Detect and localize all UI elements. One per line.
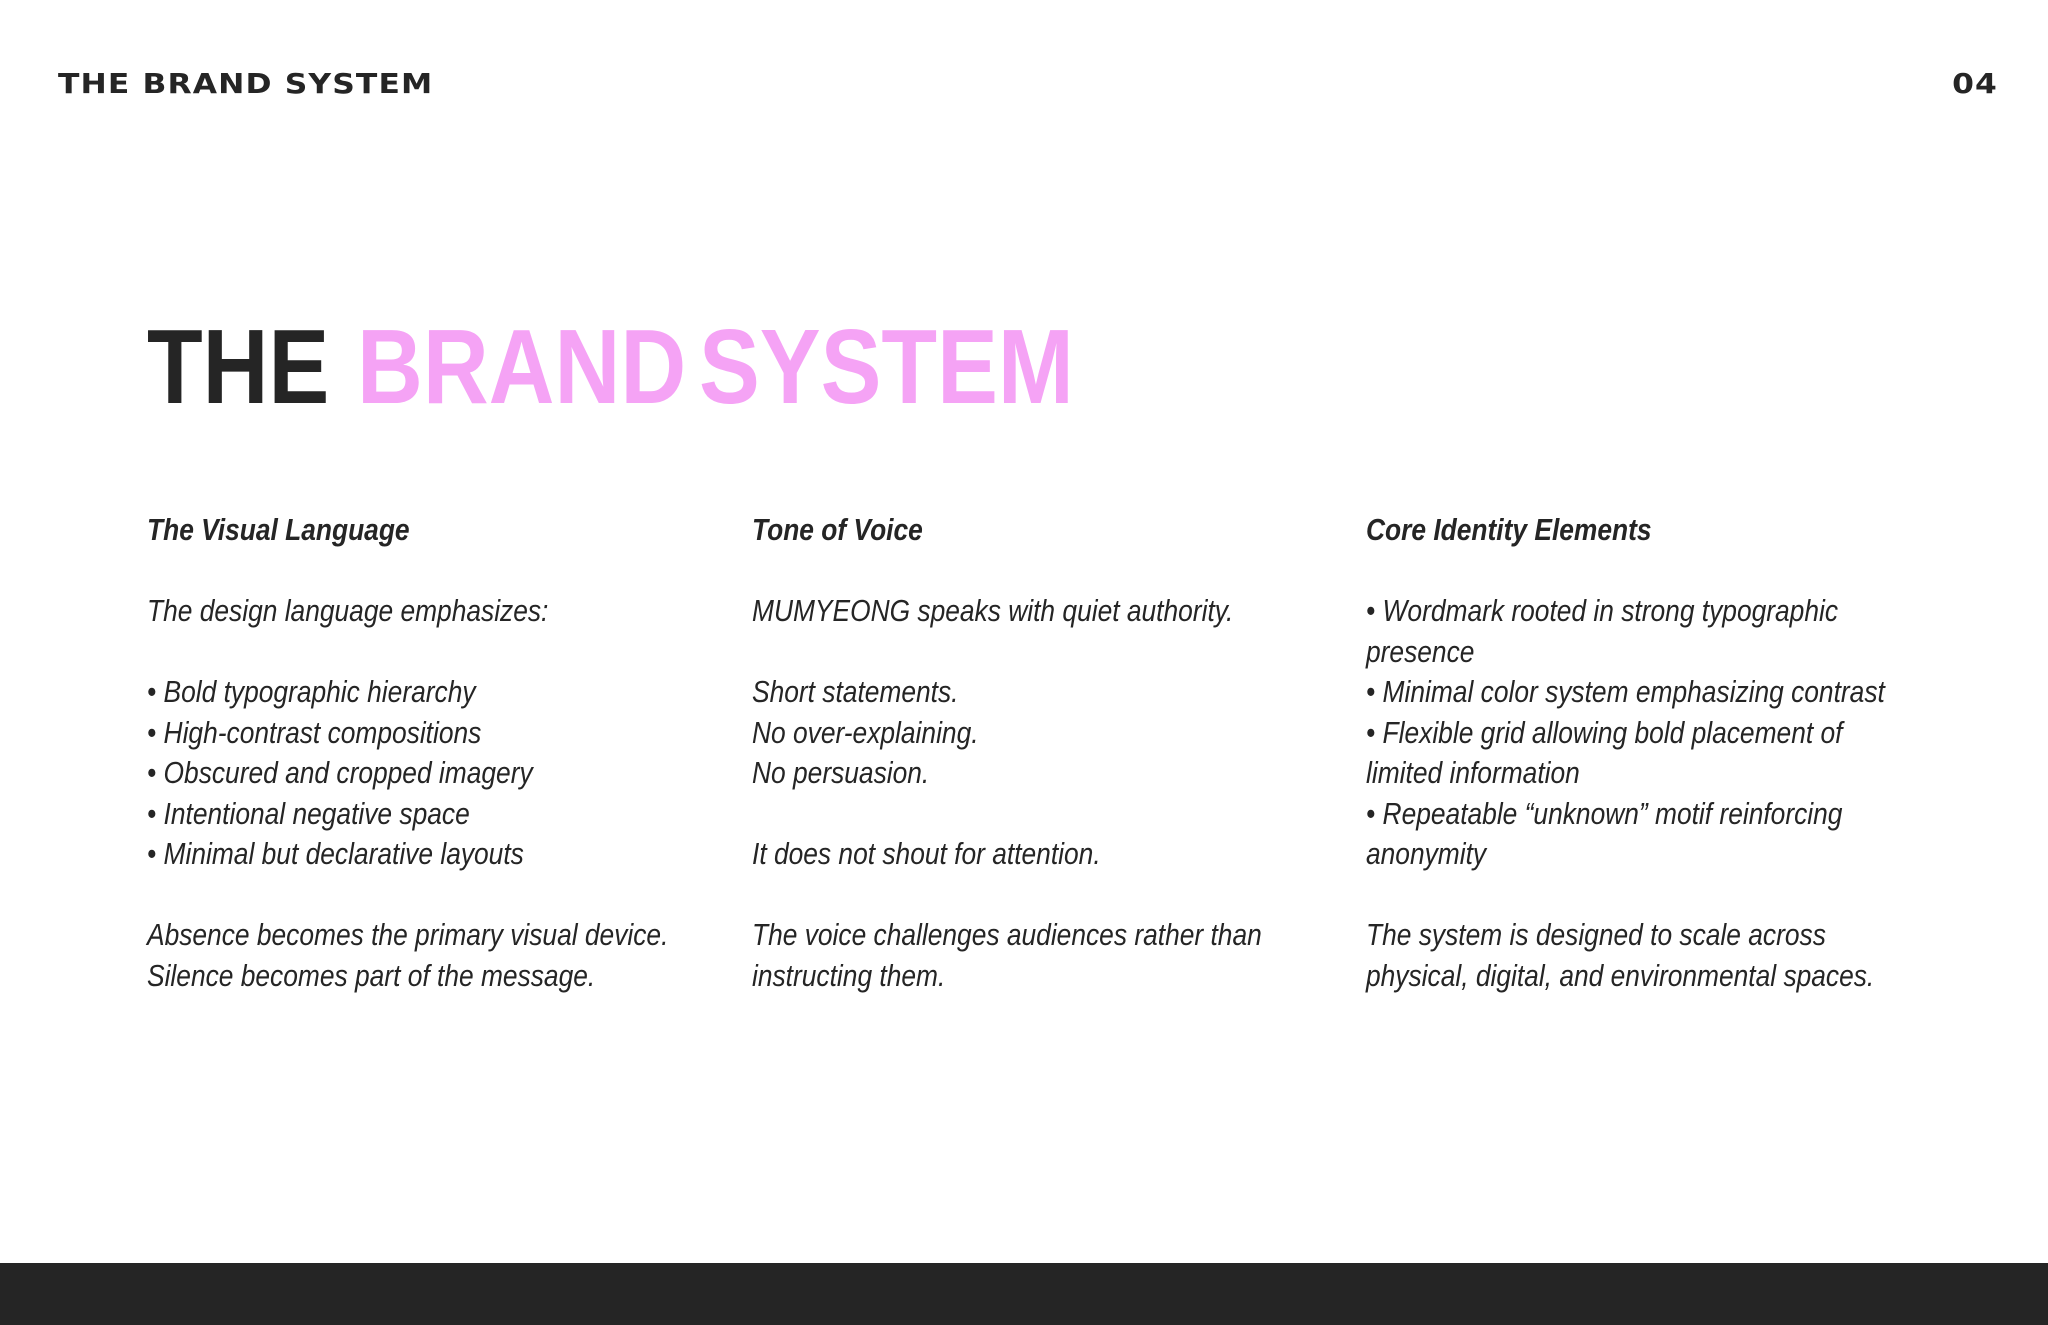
statement-line: No over-explaining. [752,714,979,750]
footer-bar [0,1263,2048,1325]
closing-line: Absence becomes the primary visual device. [147,917,669,952]
list-item: limited information [1366,755,1580,790]
hero-word-brand: BRAND [357,308,687,426]
list-item: • Bold typographic hierarchy [147,674,476,709]
list-item: • Minimal but declarative layouts [147,836,524,871]
column-tone-of-voice [752,510,1352,996]
attention-line: It does not shout for attention. [752,836,1101,871]
hero-word-the: THE [147,308,330,426]
header-title: THE BRAND SYSTEM [58,67,434,100]
list-item: • Intentional negative space [147,795,470,831]
closing-line: Silence becomes part of the message. [147,957,596,993]
list-item: • Minimal color system emphasizing contrast [1366,674,1885,709]
column-intro: MUMYEONG speaks with quiet authority. [752,593,1234,628]
list-item: presence [1366,633,1475,669]
closing-line: instructing them. [752,957,946,993]
list-item: • High-contrast compositions [147,714,482,750]
list-item: • Repeatable “unknown” motif reinforcing [1366,795,1843,831]
list-item: • Obscured and cropped imagery [147,755,533,790]
column-core-identity [1366,510,1976,996]
closing-line: physical, digital, and environmental spaces. [1366,957,1875,993]
statement-line: No persuasion. [752,755,930,790]
column-heading: The Visual Language [147,512,410,547]
hero-word-system: SYSTEM [699,308,1074,426]
closing-line: The system is designed to scale across [1366,917,1826,952]
list-item: • Flexible grid allowing bold placement of [1366,714,1843,750]
list-item: anonymity [1366,836,1487,871]
column-intro: The design language emphasizes: [147,593,549,628]
column-visual-language [147,510,760,996]
page-number: 04 [1952,67,1998,100]
column-heading: Core Identity Elements [1366,512,1652,547]
statement-line: Short statements. [752,674,959,709]
column-heading: Tone of Voice [752,512,923,547]
closing-line: The voice challenges audiences rather than [752,917,1262,952]
list-item: • Wordmark rooted in strong typographic [1366,593,1839,628]
